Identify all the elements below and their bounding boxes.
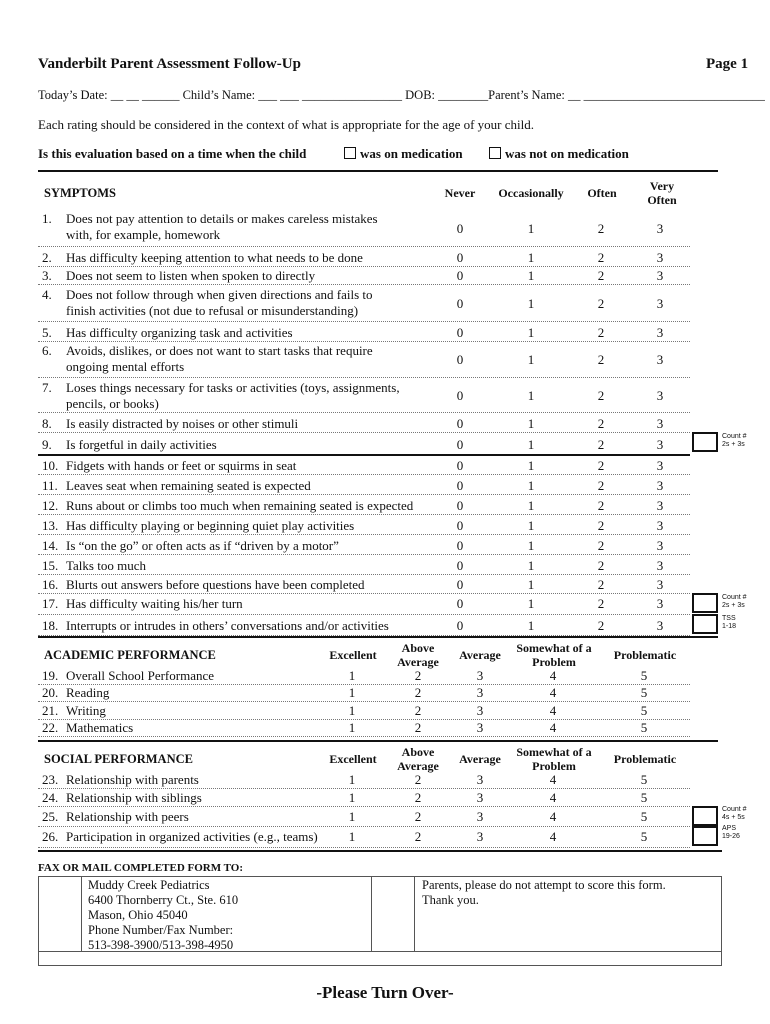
option-not-on-medication-label: was not on medication [505, 146, 629, 161]
item-text: Interrupts or intrudes in others’ conversations and/or activities [66, 618, 389, 633]
score-box-aps[interactable] [692, 826, 718, 846]
item-text-cont: finish activities (not due to refusal or misunderstanding) [66, 303, 359, 318]
rating-option[interactable]: 1 [527, 498, 535, 513]
academic-row [38, 719, 690, 737]
count-note-d [722, 806, 747, 822]
item-text: Is “on the go” or often acts as if “driven by a motor” [66, 538, 339, 553]
note: Count # [722, 806, 747, 813]
item-text: Runs about or climbs too much when remaining seated is expected [66, 498, 414, 513]
rating-option[interactable]: 2 [597, 296, 605, 311]
footer-divider [38, 850, 722, 852]
aps-note [722, 825, 740, 841]
col-often: Often [587, 186, 617, 200]
count-note-b [722, 594, 747, 610]
score-box-tss[interactable] [692, 614, 718, 634]
address-line: Muddy Creek Pediatrics [88, 878, 210, 892]
rating-option[interactable]: 3 [476, 772, 484, 787]
item-number: 24. [42, 790, 59, 805]
note: 4s + 5s [722, 814, 745, 821]
note: Count # [722, 594, 747, 601]
rating-option[interactable]: 3 [476, 790, 484, 805]
item-text: Relationship with siblings [66, 790, 202, 805]
item-number: 18. [42, 618, 59, 633]
rating-option[interactable]: 5 [640, 790, 648, 805]
social-heading: SOCIAL PERFORMANCE [44, 752, 193, 766]
rating-option[interactable]: 3 [656, 538, 664, 553]
rating-option[interactable]: 1 [527, 352, 535, 367]
item-number: 17. [42, 596, 59, 611]
item-text: Mathematics [66, 720, 134, 735]
rating-option[interactable]: 2 [414, 829, 422, 844]
item-number: 25. [42, 809, 59, 824]
rating-option[interactable]: 3 [656, 558, 664, 573]
item-number: 14. [42, 538, 59, 553]
item-text: Does not pay attention to details or makes careless mistakes [66, 211, 378, 226]
rating-option[interactable]: 2 [597, 268, 605, 283]
rating-option[interactable]: 0 [456, 558, 464, 573]
rating-option[interactable]: 5 [640, 720, 648, 735]
rating-option[interactable]: 4 [549, 829, 557, 844]
rating-option[interactable]: 2 [597, 221, 605, 236]
col-average: Average [459, 752, 501, 766]
score-box-hyperactive[interactable] [692, 593, 718, 613]
rating-option[interactable]: 0 [456, 478, 464, 493]
rating-option[interactable]: 1 [348, 685, 356, 700]
item-number: 8. [42, 416, 52, 431]
note: 2s + 3s [722, 441, 745, 448]
rating-option[interactable]: 3 [656, 325, 664, 340]
item-number: 2. [42, 250, 52, 265]
col-problematic: Problematic [613, 648, 677, 662]
item-text: Participation in organized activities (e.g., teams) [66, 829, 318, 844]
rating-option[interactable]: 2 [597, 558, 605, 573]
rating-option[interactable]: 3 [476, 685, 484, 700]
item-text: Writing [66, 703, 106, 718]
academic-heading: ACADEMIC PERFORMANCE [44, 648, 216, 662]
rating-option[interactable]: 3 [656, 221, 664, 236]
item-number: 6. [42, 343, 52, 358]
rating-option[interactable]: 3 [656, 250, 664, 265]
contact-cell-mid [371, 876, 415, 952]
rating-option[interactable]: 3 [656, 388, 664, 403]
rating-option[interactable]: 0 [456, 268, 464, 283]
rating-option[interactable]: 3 [656, 498, 664, 513]
rating-option[interactable]: 3 [656, 296, 664, 311]
rating-option[interactable]: 1 [527, 437, 535, 452]
item-text: Is easily distracted by noises or other stimuli [66, 416, 299, 431]
note: 2s + 3s [722, 602, 745, 609]
tss-note [722, 615, 736, 631]
item-number: 22. [42, 720, 59, 735]
rating-option[interactable]: 0 [456, 596, 464, 611]
count-note-a [722, 433, 747, 449]
academic-divider [38, 636, 718, 638]
rating-option[interactable]: 0 [456, 416, 464, 431]
rating-option[interactable]: 3 [476, 720, 484, 735]
rating-option[interactable]: 2 [414, 790, 422, 805]
rating-option[interactable]: 1 [527, 416, 535, 431]
rating-option[interactable]: 2 [597, 458, 605, 473]
col-excellent: Excellent [329, 752, 377, 766]
item-text: Blurts out answers before questions have been completed [66, 577, 365, 592]
rating-option[interactable]: 2 [414, 772, 422, 787]
rating-option[interactable]: 0 [456, 437, 464, 452]
rating-option[interactable]: 5 [640, 703, 648, 718]
rating-option[interactable]: 0 [456, 498, 464, 513]
fax-mail-label: FAX OR MAIL COMPLETED FORM TO: [38, 862, 244, 874]
rating-option[interactable]: 1 [348, 703, 356, 718]
rating-option[interactable]: 2 [597, 596, 605, 611]
rating-option[interactable]: 2 [597, 437, 605, 452]
item-text: Relationship with parents [66, 772, 199, 787]
item-text: Reading [66, 685, 110, 700]
note: TSS [722, 615, 736, 622]
item-text: Has difficulty waiting his/her turn [66, 596, 243, 611]
rating-option[interactable]: 3 [656, 268, 664, 283]
social-divider [38, 740, 718, 742]
item-text: Relationship with peers [66, 809, 189, 824]
rating-option[interactable]: 5 [640, 829, 648, 844]
rating-option[interactable]: 2 [597, 538, 605, 553]
rating-option[interactable]: 3 [656, 577, 664, 592]
rating-option[interactable]: 0 [456, 221, 464, 236]
rating-option[interactable]: 1 [527, 596, 535, 611]
rating-option[interactable]: 5 [640, 772, 648, 787]
rating-option[interactable]: 0 [456, 325, 464, 340]
address-line: 6400 Thornberry Ct., Ste. 610 [88, 893, 239, 907]
page-number: Page 1 [706, 56, 749, 72]
rating-option[interactable]: 3 [656, 478, 664, 493]
symptoms-heading: SYMPTOMS [44, 186, 116, 200]
rating-option[interactable]: 2 [414, 809, 422, 824]
parent-note [422, 878, 666, 908]
item-number: 21. [42, 703, 59, 718]
address-line: Phone Number/Fax Number: [88, 923, 234, 937]
rating-option[interactable]: 1 [348, 668, 356, 683]
rating-option[interactable]: 1 [527, 388, 535, 403]
item-number: 15. [42, 558, 59, 573]
item-text-cont: ongoing mental efforts [66, 359, 185, 374]
rating-option[interactable]: 0 [456, 388, 464, 403]
rating-option[interactable]: 3 [476, 809, 484, 824]
rating-option[interactable]: 2 [597, 498, 605, 513]
rating-option[interactable]: 1 [527, 221, 535, 236]
rating-option[interactable]: 2 [597, 416, 605, 431]
note-line: Parents, please do not attempt to score this form. [422, 878, 666, 892]
rating-option[interactable]: 4 [549, 772, 557, 787]
rating-option[interactable]: 0 [456, 577, 464, 592]
item-number: 3. [42, 268, 52, 283]
score-box-inattentive[interactable] [692, 432, 718, 452]
col-excellent: Excellent [329, 648, 377, 662]
clinic-address [88, 878, 238, 953]
rating-option[interactable]: 1 [527, 478, 535, 493]
rating-option[interactable]: 0 [456, 250, 464, 265]
item-text-cont: with, for example, homework [66, 227, 221, 242]
rating-option[interactable]: 2 [597, 618, 605, 633]
rating-option[interactable]: 2 [414, 703, 422, 718]
checkbox-on-medication[interactable] [344, 147, 356, 159]
col-average: Average [459, 648, 501, 662]
rating-option[interactable]: 3 [656, 458, 664, 473]
rating-option[interactable]: 1 [527, 458, 535, 473]
item-text: Avoids, dislikes, or does not want to start tasks that require [66, 343, 373, 358]
rating-option[interactable]: 1 [527, 250, 535, 265]
item-text: Has difficulty organizing task and activities [66, 325, 293, 340]
rating-option[interactable]: 1 [348, 829, 356, 844]
rating-option[interactable]: 1 [527, 296, 535, 311]
item-text: Is forgetful in daily activities [66, 437, 217, 452]
form-title: Vanderbilt Parent Assessment Follow-Up [38, 56, 301, 72]
rating-option[interactable]: 4 [549, 703, 557, 718]
rating-option[interactable]: 3 [656, 618, 664, 633]
rating-option[interactable]: 3 [476, 829, 484, 844]
note: 19-26 [722, 833, 740, 840]
rating-option[interactable]: 3 [656, 352, 664, 367]
medication-question: Is this evaluation based on a time when the child [38, 146, 307, 161]
rating-option[interactable]: 0 [456, 518, 464, 533]
rating-option[interactable]: 1 [527, 558, 535, 573]
rating-option[interactable]: 3 [656, 437, 664, 452]
info-line[interactable]: Today’s Date: __ __ ______ Child’s Name: ___ ___ ________________ DOB: ________Parent’s Name: __ _____________________________ [38, 88, 765, 102]
item-number: 23. [42, 772, 59, 787]
rating-option[interactable]: 0 [456, 538, 464, 553]
rating-option[interactable]: 3 [656, 518, 664, 533]
rating-option[interactable]: 1 [527, 618, 535, 633]
item-text: Does not follow through when given directions and fails to [66, 287, 373, 302]
item-text-cont: pencils, or books) [66, 396, 159, 411]
rating-option[interactable]: 5 [640, 668, 648, 683]
rating-option[interactable]: 2 [414, 668, 422, 683]
checkbox-not-on-medication[interactable] [489, 147, 501, 159]
col-somewhat-problem: Somewhat of a Problem [516, 745, 592, 773]
col-very-often: Very Often [647, 179, 677, 207]
rating-option[interactable]: 5 [640, 685, 648, 700]
item-text: Leaves seat when remaining seated is expected [66, 478, 311, 493]
item-number: 26. [42, 829, 59, 844]
item-text: Has difficulty playing or beginning quiet play activities [66, 518, 355, 533]
rating-option[interactable]: 2 [597, 250, 605, 265]
item-text: Has difficulty keeping attention to what needs to be done [66, 250, 363, 265]
rating-option[interactable]: 0 [456, 352, 464, 367]
rating-option[interactable]: 1 [348, 809, 356, 824]
item-number: 7. [42, 380, 52, 395]
rating-option[interactable]: 1 [348, 720, 356, 735]
rating-option[interactable]: 1 [527, 538, 535, 553]
option-on-medication-label: was on medication [360, 146, 463, 161]
rating-option[interactable]: 5 [640, 809, 648, 824]
rating-option[interactable]: 4 [549, 720, 557, 735]
section-divider [38, 454, 690, 456]
rating-option[interactable]: 2 [597, 478, 605, 493]
item-number: 9. [42, 437, 52, 452]
rating-option[interactable]: 3 [656, 596, 664, 611]
rating-option[interactable]: 0 [456, 618, 464, 633]
rating-option[interactable]: 2 [597, 352, 605, 367]
item-number: 19. [42, 668, 59, 683]
rating-option[interactable]: 4 [549, 790, 557, 805]
rating-option[interactable]: 4 [549, 668, 557, 683]
rating-option[interactable]: 3 [476, 703, 484, 718]
rating-option[interactable]: 0 [456, 458, 464, 473]
rating-option[interactable]: 4 [549, 685, 557, 700]
option-on-medication[interactable] [344, 146, 463, 162]
turn-over-text: -Please Turn Over- [316, 983, 454, 1002]
rating-option[interactable]: 3 [476, 668, 484, 683]
note: Count # [722, 433, 747, 440]
rating-option[interactable]: 1 [527, 518, 535, 533]
address-line: 513-398-3900/513-398-4950 [88, 938, 234, 952]
col-problematic: Problematic [613, 752, 677, 766]
col-somewhat-problem: Somewhat of a Problem [516, 641, 592, 669]
note: 1-18 [722, 623, 737, 630]
rating-option[interactable]: 2 [597, 388, 605, 403]
contact-strip [38, 951, 722, 966]
rating-option[interactable]: 1 [527, 268, 535, 283]
rating-option[interactable]: 2 [597, 518, 605, 533]
academic-row [38, 684, 690, 702]
item-number: 11. [42, 478, 58, 493]
col-occasionally: Occasionally [498, 186, 564, 200]
rating-option[interactable]: 2 [597, 325, 605, 340]
rating-option[interactable]: 1 [348, 772, 356, 787]
item-number: 5. [42, 325, 52, 340]
rating-option[interactable]: 1 [348, 790, 356, 805]
rating-option[interactable]: 1 [527, 577, 535, 592]
rating-option[interactable]: 3 [656, 416, 664, 431]
item-number: 20. [42, 685, 59, 700]
col-never: Never [444, 186, 476, 200]
item-number: 12. [42, 498, 59, 513]
address-line: Mason, Ohio 45040 [88, 908, 188, 922]
note-line: Thank you. [422, 893, 479, 907]
rating-option[interactable]: 2 [597, 577, 605, 592]
item-text: Overall School Performance [66, 668, 215, 683]
item-text: Fidgets with hands or feet or squirms in seat [66, 458, 297, 473]
option-not-on-medication[interactable] [489, 146, 629, 162]
rating-option[interactable]: 2 [414, 685, 422, 700]
contact-cell-left [38, 876, 82, 952]
item-number: 13. [42, 518, 59, 533]
item-number: 4. [42, 287, 52, 302]
score-box-performance[interactable] [692, 806, 718, 826]
note: APS [722, 825, 737, 832]
item-number: 1. [42, 211, 52, 226]
rating-option[interactable]: 0 [456, 296, 464, 311]
item-text: Loses things necessary for tasks or activities (toys, assignments, [66, 380, 400, 395]
rating-option[interactable]: 2 [414, 720, 422, 735]
col-above-average: Above Average [397, 745, 439, 773]
item-text: Talks too much [66, 558, 146, 573]
item-number: 10. [42, 458, 59, 473]
rating-option[interactable]: 1 [527, 325, 535, 340]
divider [38, 170, 718, 172]
academic-row [38, 701, 690, 720]
item-text: Does not seem to listen when spoken to directly [66, 268, 316, 283]
intro-text: Each rating should be considered in the context of what is appropriate for the age of your child. [38, 117, 535, 132]
item-number: 16. [42, 577, 59, 592]
rating-option[interactable]: 4 [549, 809, 557, 824]
col-above-average: Above Average [397, 641, 439, 669]
